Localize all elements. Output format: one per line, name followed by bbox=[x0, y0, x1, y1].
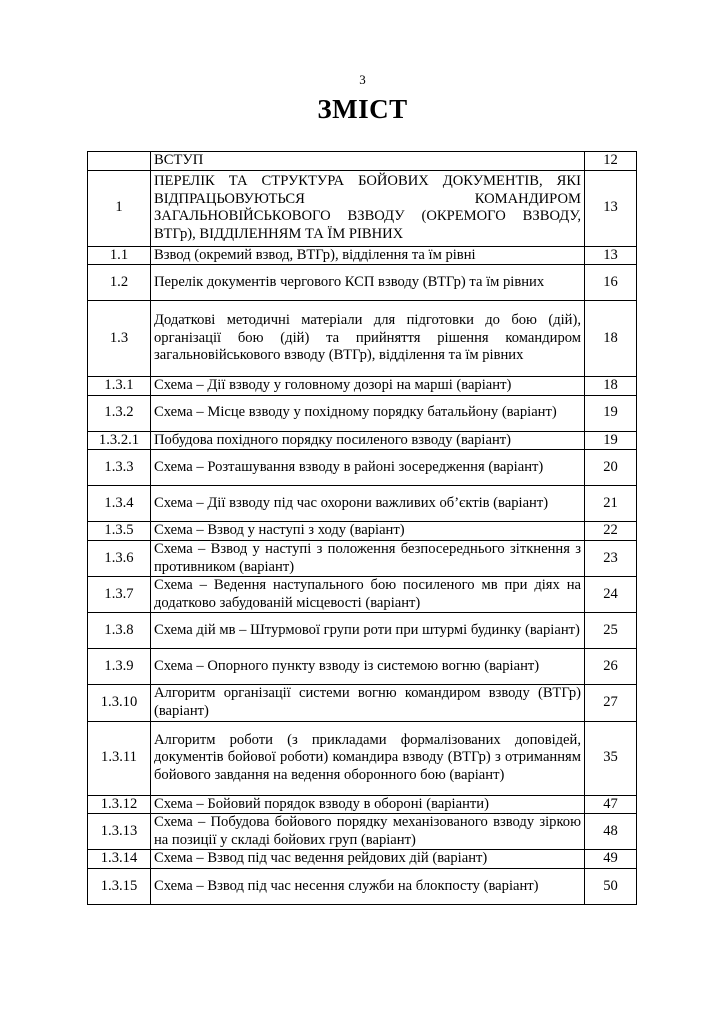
toc-section-number: 1.3.15 bbox=[88, 868, 151, 904]
toc-section-number: 1.2 bbox=[88, 265, 151, 301]
toc-row bbox=[88, 395, 637, 431]
table-of-contents bbox=[87, 151, 637, 905]
toc-row bbox=[88, 649, 637, 685]
toc-page-number: 19 bbox=[585, 431, 637, 450]
toc-page-number: 12 bbox=[585, 152, 637, 171]
toc-row bbox=[88, 377, 637, 396]
toc-page-number: 23 bbox=[585, 540, 637, 576]
toc-section-number: 1.3.6 bbox=[88, 540, 151, 576]
toc-section-title: Алгоритм організації системи вогню командиром взводу (ВТГр) (варіант) bbox=[151, 685, 585, 721]
toc-section-number: 1.3.10 bbox=[88, 685, 151, 721]
toc-row bbox=[88, 301, 637, 377]
toc-section-number: 1.3.5 bbox=[88, 522, 151, 541]
toc-section-title: Перелік документів чергового КСП взводу (ВТГр) та їм рівних bbox=[151, 265, 585, 301]
toc-page-number: 21 bbox=[585, 486, 637, 522]
toc-row bbox=[88, 540, 637, 576]
toc-section-number: 1.3.8 bbox=[88, 613, 151, 649]
toc-row bbox=[88, 246, 637, 265]
toc-section-number: 1.3.12 bbox=[88, 795, 151, 814]
toc-row bbox=[88, 814, 637, 850]
toc-page-number: 49 bbox=[585, 850, 637, 869]
toc-row bbox=[88, 152, 637, 171]
toc-page-number: 35 bbox=[585, 721, 637, 795]
toc-row bbox=[88, 685, 637, 721]
toc-section-number: 1.1 bbox=[88, 246, 151, 265]
toc-page-number: 18 bbox=[585, 301, 637, 377]
toc-section-number: 1.3.9 bbox=[88, 649, 151, 685]
toc-page-number: 48 bbox=[585, 814, 637, 850]
toc-page-number: 19 bbox=[585, 395, 637, 431]
toc-page-number: 25 bbox=[585, 613, 637, 649]
toc-page-number: 27 bbox=[585, 685, 637, 721]
toc-row bbox=[88, 850, 637, 869]
toc-section-title: Схема дій мв – Штурмової групи роти при штурмі будинку (варіант) bbox=[151, 613, 585, 649]
toc-section-number: 1.3.2 bbox=[88, 395, 151, 431]
toc-section-title: Алгоритм роботи (з прикладами формалізованих доповідей, документів бойової роботи) командира взводу (ВТГр) з отриманням бойового завдання на ведення оборонного бою (варіант) bbox=[151, 721, 585, 795]
toc-row bbox=[88, 613, 637, 649]
toc-row bbox=[88, 577, 637, 613]
toc-page-number: 13 bbox=[585, 246, 637, 265]
toc-section-title: Схема – Опорного пункту взводу із системою вогню (варіант) bbox=[151, 649, 585, 685]
toc-row bbox=[88, 486, 637, 522]
toc-section-number bbox=[88, 152, 151, 171]
toc-section-number: 1.3.7 bbox=[88, 577, 151, 613]
toc-section-number: 1.3 bbox=[88, 301, 151, 377]
page-number: 3 bbox=[359, 72, 366, 87]
toc-section-title: ПЕРЕЛІК ТА СТРУКТУРА БОЙОВИХ ДОКУМЕНТІВ, ЯКІ ВІДПРАЦЬОВУЮТЬСЯ КОМАНДИРОМ ЗАГАЛЬНОВІЙСЬКОВОГО ВЗВОДУ (ОКРЕМОГО ВЗВОДУ, ВТГр), ВІДДІЛЕННЯМ ТА ЇМ РІВНИХ bbox=[151, 170, 585, 246]
toc-page-number: 47 bbox=[585, 795, 637, 814]
toc-section-title: Схема – Дії взводу під час охорони важливих об’єктів (варіант) bbox=[151, 486, 585, 522]
toc-row bbox=[88, 795, 637, 814]
toc-page-number: 18 bbox=[585, 377, 637, 396]
toc-row bbox=[88, 450, 637, 486]
toc-page-number: 16 bbox=[585, 265, 637, 301]
page-title: ЗМІСТ bbox=[317, 94, 408, 124]
toc-section-number: 1.3.11 bbox=[88, 721, 151, 795]
toc-section-title: Схема – Взвод у наступі з положення безпосереднього зіткнення з противником (варіант) bbox=[151, 540, 585, 576]
toc-section-number: 1.3.3 bbox=[88, 450, 151, 486]
toc-section-title: Схема – Дії взводу у головному дозорі на марші (варіант) bbox=[151, 377, 585, 396]
toc-section-title: ВСТУП bbox=[151, 152, 585, 171]
toc-section-title: Схема – Взвод під час ведення рейдових дій (варіант) bbox=[151, 850, 585, 869]
toc-section-title: Схема – Бойовий порядок взводу в обороні (варіанти) bbox=[151, 795, 585, 814]
toc-page-number: 50 bbox=[585, 868, 637, 904]
toc-page-number: 13 bbox=[585, 170, 637, 246]
toc-page-number: 20 bbox=[585, 450, 637, 486]
toc-row bbox=[88, 721, 637, 795]
toc-row bbox=[88, 868, 637, 904]
toc-section-title: Схема – Взвод у наступі з ходу (варіант) bbox=[151, 522, 585, 541]
toc-section-title: Схема – Побудова бойового порядку механізованого взводу зіркою на позиції у складі бойових груп (варіант) bbox=[151, 814, 585, 850]
toc-section-number: 1 bbox=[88, 170, 151, 246]
toc-section-title: Схема – Взвод під час несення служби на блокпосту (варіант) bbox=[151, 868, 585, 904]
toc-section-number: 1.3.4 bbox=[88, 486, 151, 522]
toc-page-number: 24 bbox=[585, 577, 637, 613]
toc-section-title: Схема – Місце взводу у похідному порядку батальйону (варіант) bbox=[151, 395, 585, 431]
toc-row bbox=[88, 522, 637, 541]
toc-section-number: 1.3.1 bbox=[88, 377, 151, 396]
toc-row bbox=[88, 265, 637, 301]
toc-page-number: 22 bbox=[585, 522, 637, 541]
toc-page-number: 26 bbox=[585, 649, 637, 685]
toc-section-title: Побудова похідного порядку посиленого взводу (варіант) bbox=[151, 431, 585, 450]
toc-section-number: 1.3.2.1 bbox=[88, 431, 151, 450]
toc-section-title: Додаткові методичні матеріали для підготовки до бою (дій), організації бою (дій) та прийняття рішення командиром загальновійськового взводу (ВТГр), відділення та їм рівних bbox=[151, 301, 585, 377]
toc-row bbox=[88, 431, 637, 450]
toc-section-title: Взвод (окремий взвод, ВТГр), відділення та їм рівні bbox=[151, 246, 585, 265]
toc-body bbox=[88, 152, 637, 905]
toc-section-number: 1.3.13 bbox=[88, 814, 151, 850]
toc-row bbox=[88, 170, 637, 246]
toc-section-title: Схема – Розташування взводу в районі зосередження (варіант) bbox=[151, 450, 585, 486]
toc-section-number: 1.3.14 bbox=[88, 850, 151, 869]
toc-section-title: Схема – Ведення наступального бою посиленого мв при діях на додатково забудованій місцевості (варіант) bbox=[151, 577, 585, 613]
